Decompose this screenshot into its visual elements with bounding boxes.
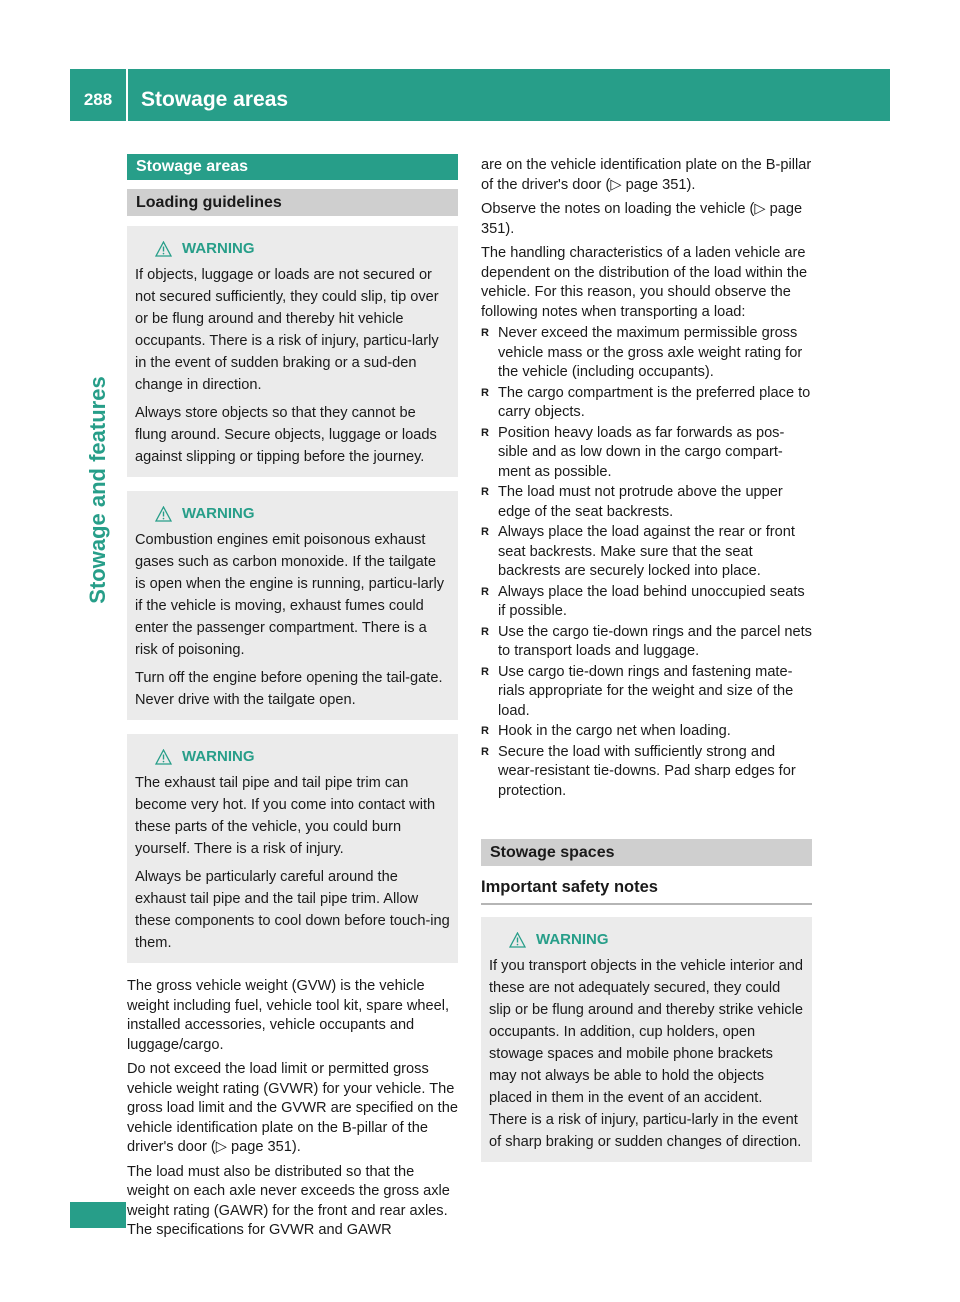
warning-triangle-icon (509, 932, 526, 948)
paragraph: The handling characteristics of a laden vehicle are dependent on the distribution of the load within the vehicle. For this reason, you should observe the following notes when transporting a load: (481, 245, 808, 320)
warning-label: WARNING (182, 748, 255, 765)
warning-triangle-icon (155, 749, 172, 765)
warning-text: If you transport objects in the vehicle interior and these are not adequately secured, they could slip or be flung around and thereby strike vehicle occupants. In addition, cup holders, open stowage spaces and mobile phone brackets may not always be able to hold the objects placed in them in the event of an accident. There is a risk of injury, particu-larly in the event of sharp braking or sudden changes of direction. (489, 958, 803, 1150)
warning-box (127, 734, 458, 963)
warning-text: Combustion engines emit poisonous exhaust gases such as carbon monoxide. If the tailgate is open when the engine is running, particu-larly if the vehicle is moving, exhaust fumes could enter the passenger compartment. There is a risk of poisoning. (135, 532, 445, 658)
warning-text: If objects, luggage or loads are not secured or not secured sufficiently, they could slip, tip over or be flung around and thereby hit vehicle occupants. There is a risk of injury, particu-larly in the event of sudden braking or a sud-den change in direction. (135, 267, 439, 393)
warning-label: WARNING (182, 240, 255, 257)
list-item: R Always place the load against the rear or front seat backrests. Make sure that the seat backrests are securely locked into place. (481, 524, 795, 579)
bullet-icon: R (481, 625, 489, 638)
paragraph: are on the vehicle identification plate on the B-pillar of the driver's door (▷ page 351). (481, 157, 812, 193)
list-item: R Hook in the cargo net when loading. (481, 722, 812, 742)
warning-triangle-icon (155, 241, 172, 257)
body-text (481, 156, 812, 322)
bullet-icon: R (481, 725, 489, 737)
list-item: R Use the cargo tie-down rings and the parcel nets to transport loads and luggage. (481, 623, 812, 659)
warning-text: Turn off the engine before opening the tail-gate. Never drive with the tailgate open. (135, 670, 443, 708)
warning-text: The exhaust tail pipe and tail pipe trim can become very hot. If you come into contact with these parts of the vehicle, you could burn yourself. There is a risk of injury. (135, 775, 436, 857)
warning-box (127, 226, 458, 477)
list-item: R The cargo compartment is the preferred place to carry objects. (481, 384, 811, 420)
bullet-icon: R (481, 665, 489, 678)
chapter-label: Stowage and features (85, 376, 110, 604)
warning-text: Always be particularly careful around the exhaust tail pipe and the tail pipe trim. Allow these components to cool down before touch-ing them. (135, 869, 450, 951)
bullet-icon: R (481, 386, 489, 399)
bullet-icon: R (481, 585, 489, 598)
bullet-icon: R (481, 745, 489, 758)
list-item: R Position heavy loads as far forwards as pos-sible and as low down in the cargo compart-ment as possible. (481, 424, 785, 480)
warning-header (155, 503, 450, 525)
loading-notes-list (481, 324, 812, 801)
warning-header (155, 746, 450, 768)
chapter-marker (70, 1202, 126, 1228)
header-divider (126, 69, 128, 121)
bullet-icon: R (481, 486, 489, 498)
page-title: Stowage areas (141, 88, 289, 111)
page-number: 288 (83, 90, 113, 109)
warning-header (155, 238, 450, 260)
body-text (127, 977, 458, 1241)
bullet-icon: R (481, 526, 489, 538)
list-item: R Use cargo tie-down rings and fastening mate-rials appropriate for the weight and size of the load. (481, 663, 794, 719)
paragraph: Do not exceed the load limit or permitted gross vehicle weight rating (GVWR) for your vehicle. The gross load limit and the GVWR are specified on the vehicle identification plate on the B-pillar of the driver's door (▷ page 351). (127, 1061, 458, 1155)
warning-triangle-icon (155, 506, 172, 522)
bullet-icon: R (481, 426, 489, 439)
sub-title: Loading guidelines (127, 189, 458, 216)
warning-text: Always store objects so that they cannot be flung around. Secure objects, luggage or loads against slipping or tipping before the journey. (135, 405, 437, 465)
warning-header (509, 929, 804, 951)
section-subheading: Important safety notes (481, 878, 812, 905)
section-title: Stowage areas (127, 154, 458, 180)
paragraph: The gross vehicle weight (GVW) is the vehicle weight including fuel, vehicle tool kit, spare wheel, installed accessories, vehicle occupants and luggage/cargo. (127, 978, 450, 1053)
bullet-icon: R (481, 327, 489, 339)
sub-title: Stowage spaces (481, 839, 812, 866)
list-item: R The load must not protrude above the upper edge of the seat backrests. (481, 484, 783, 520)
warning-label: WARNING (182, 505, 255, 522)
warning-label: WARNING (536, 931, 609, 948)
right-column (481, 156, 812, 1162)
left-column (127, 154, 458, 1246)
paragraph: Observe the notes on loading the vehicle (▷ page 351). (481, 201, 803, 237)
paragraph: The load must also be distributed so that the weight on each axle never exceeds the gross axle weight rating (GAWR) for the front and rear axles. The specifications for GVWR and GAWR (127, 1163, 450, 1238)
warning-box (481, 917, 812, 1162)
list-item: R Secure the load with sufficiently strong and wear-resistant tie-downs. Pad sharp edges for protection. (481, 743, 796, 799)
list-item: R Always place the load behind unoccupied seats if possible. (481, 583, 805, 619)
warning-box (127, 491, 458, 720)
list-item: R Never exceed the maximum permissible gross vehicle mass or the gross axle weight rating for the vehicle (including occupants). (481, 325, 803, 380)
